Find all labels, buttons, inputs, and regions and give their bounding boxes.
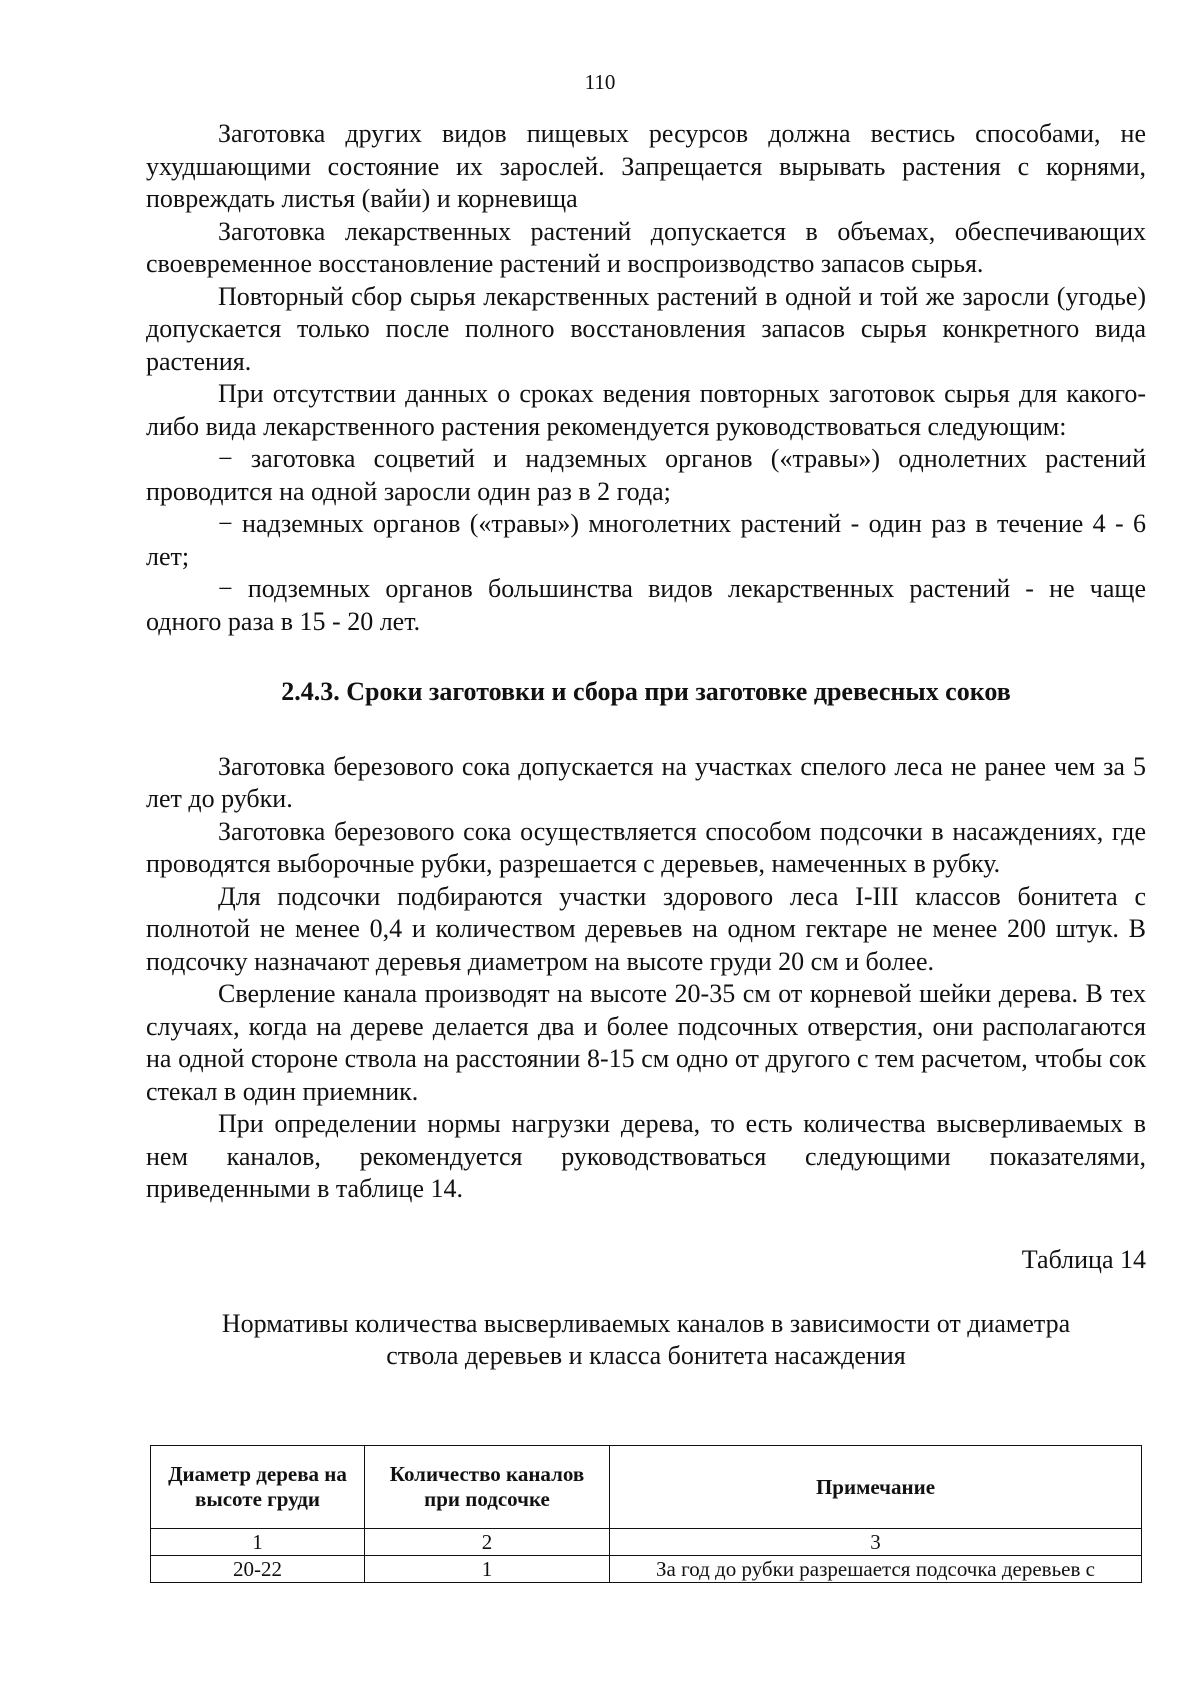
paragraph: Заготовка лекарственных растений допускается в объемах, обеспечивающих своевременное восстановление растений и воспроизводство запасов сырья. <box>146 216 1146 278</box>
list-item: − надземных органов («травы») многолетних растений - один раз в течение 4 - 6 лет; <box>146 509 1146 571</box>
table-cell: 3 <box>610 1529 1142 1556</box>
header-diameter: Диаметр дерева на высоте груди <box>151 1446 365 1529</box>
table-cell: 1 <box>365 1556 610 1583</box>
list-item: − подземных органов большинства видов лекарственных растений - не чаще одного раза в 15 - 20 лет. <box>146 574 1146 636</box>
paragraph: Сверление канала производят на высоте 20-35 см от корневой шейки дерева. В тех случаях, когда на дереве делается два и более подсочных отверстия, они располагаются на одной стороне ствола на расстоянии 8-15 см одно от другого с тем расчетом, чтобы сок стекал в один приемник. <box>146 979 1146 1106</box>
table-caption-line: ствола деревьев и класса бонитета насаждения <box>386 1341 906 1370</box>
section-heading: 2.4.3. Сроки заготовки и сбора при заготовке древесных соков <box>281 677 1011 706</box>
list-item: − заготовка соцветий и надземных органов («травы») однолетних растений проводится на одной заросли один раз в 2 года; <box>146 444 1146 506</box>
table-numbering-row <box>151 1529 1142 1556</box>
table-cell: 20-22 <box>151 1556 365 1583</box>
paragraph: При отсутствии данных о сроках ведения повторных заготовок сырья для какого-либо вида лекарственного растения рекомендуется руководствоваться следующим: <box>146 379 1146 441</box>
table-row <box>151 1556 1142 1583</box>
paragraph: При определении нормы нагрузки дерева, то есть количества высверливаемых в нем каналов, рекомендуется руководствоваться следующими показателями, приведенными в таблице 14. <box>146 1109 1146 1203</box>
table-cell: За год до рубки разрешается подсочка деревьев с <box>610 1556 1142 1583</box>
paragraph: Заготовка березового сока допускается на участках спелого леса не ранее чем за 5 лет до рубки. <box>146 751 1146 813</box>
table-label: Таблица 14 <box>1021 1244 1146 1274</box>
paragraph: Повторный сбор сырья лекарственных растений в одной и той же заросли (угодье) допускается только после полного восстановления запасов сырья конкретного вида растения. <box>146 281 1146 376</box>
page-number: 110 <box>584 70 616 94</box>
table-caption-line: Нормативы количества высверливаемых каналов в зависимости от диаметра <box>221 1309 1071 1338</box>
header-note: Примечание <box>610 1446 1142 1529</box>
paragraph: Заготовка других видов пищевых ресурсов должна вестись способами, не ухудшающими состояние их зарослей. Запрещается вырывать растения с корнями, повреждать листья (вайи) и корневища <box>146 119 1146 213</box>
header-channels: Количество каналов при подсочке <box>365 1446 610 1529</box>
table-header-row <box>151 1446 1142 1529</box>
norms-table <box>150 1445 1142 1583</box>
table-cell: 2 <box>365 1529 610 1556</box>
table-caption <box>146 1308 1146 1372</box>
paragraph: Заготовка березового сока осуществляется способом подсочки в насаждениях, где проводятся выборочные рубки, разрешается с деревьев, намеченных в рубку. <box>146 816 1146 878</box>
document-body <box>146 118 1146 1410</box>
paragraph: Для подсочки подбираются участки здорового леса I-III классов бонитета с полнотой не менее 0,4 и количеством деревьев на одном гектаре не менее 200 штук. В подсочку назначают деревья диаметром на высоте груди 20 см и более. <box>146 881 1146 976</box>
table-cell: 1 <box>151 1529 365 1556</box>
